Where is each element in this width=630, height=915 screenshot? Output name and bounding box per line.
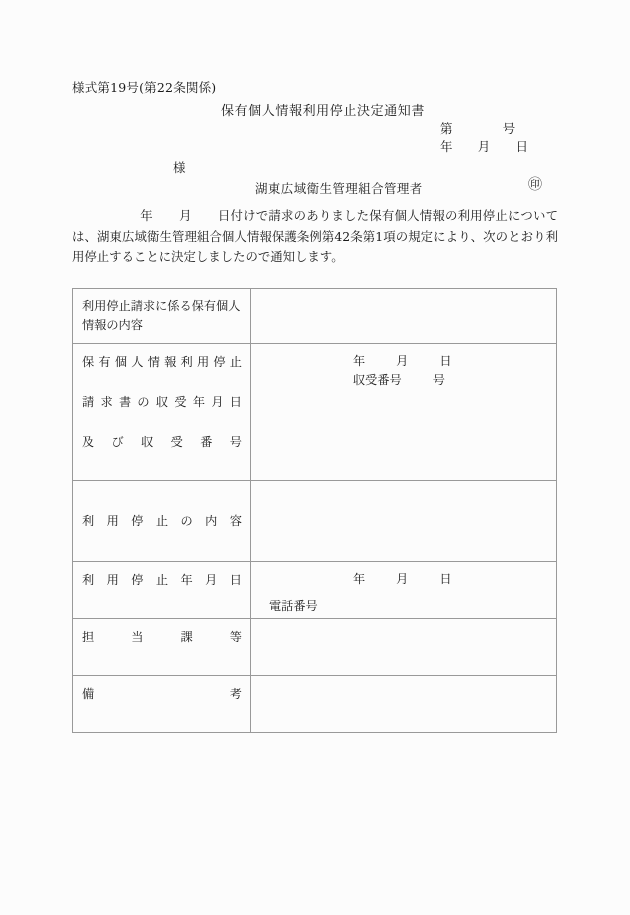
row-value-cell-receipt[interactable] bbox=[251, 344, 557, 481]
body-date-month: 月 bbox=[178, 208, 192, 223]
body-paragraph bbox=[72, 206, 558, 268]
row-label-remarks bbox=[73, 676, 250, 732]
row-label-suspension-content-text: 利用停止の内容 bbox=[82, 514, 242, 528]
row-value-target-info bbox=[251, 289, 556, 305]
row-label-receipt-line3: 及び収受番号 bbox=[82, 435, 242, 449]
page-title bbox=[0, 100, 630, 119]
receipt-number-field: 収受番号 号 bbox=[353, 373, 445, 387]
row-value-cell-department[interactable] bbox=[251, 599, 557, 676]
body-line-2: 湖東広域衛生管理組合個人情報保護条例第42条第1項の規定により、次のとおり利用停止す bbox=[72, 228, 559, 264]
suspension-date-field: 年 月 日 bbox=[353, 572, 452, 586]
row-label-cell-suspension-date bbox=[73, 562, 251, 619]
row-label-receipt-line2: 請求書の収受年月日 bbox=[82, 395, 242, 409]
row-label-target-info: 利用停止請求に係る保有個人情報の内容 bbox=[82, 299, 241, 332]
body-line-1: 日付けで請求のありました保有個人情報の利用停止については、 bbox=[72, 208, 559, 244]
table-row bbox=[73, 676, 557, 733]
receipt-date-field: 年 月 日 bbox=[353, 354, 452, 368]
table-row bbox=[73, 344, 557, 481]
document-date-field: 年 月 日 bbox=[440, 139, 529, 154]
addressee-suffix: 様 bbox=[173, 160, 186, 175]
seal-icon: ㊞ bbox=[528, 177, 542, 193]
row-value-suspension-content bbox=[251, 481, 556, 497]
row-label-cell-remarks bbox=[73, 676, 251, 733]
row-label-suspension-content bbox=[73, 481, 250, 559]
row-label-department-text: 担当課等 bbox=[82, 630, 242, 644]
form-table bbox=[72, 288, 557, 733]
row-value-suspension-date bbox=[251, 562, 556, 597]
row-value-remarks bbox=[251, 676, 556, 692]
row-label-receipt bbox=[73, 344, 250, 480]
form-number: 様式第19号(第22条関係) bbox=[72, 80, 217, 95]
row-label-department bbox=[73, 619, 250, 675]
row-value-receipt bbox=[251, 344, 556, 398]
page-title-text: 保有個人情報利用停止決定通知書 bbox=[220, 104, 425, 119]
table-row bbox=[73, 619, 557, 676]
row-value-cell-target-info[interactable] bbox=[251, 289, 557, 344]
row-value-cell-remarks[interactable] bbox=[251, 676, 557, 733]
body-line-3: ることに決定しましたので通知します。 bbox=[121, 249, 344, 264]
row-label-cell-target-info bbox=[73, 289, 251, 344]
row-label-suspension-date bbox=[73, 562, 250, 618]
row-label-cell-department bbox=[73, 619, 251, 676]
table-row bbox=[73, 289, 557, 344]
row-label-cell-suspension-content bbox=[73, 481, 251, 562]
telephone-label: 電話番号 bbox=[269, 599, 318, 613]
row-label-suspension-date-text: 利用停止年月日 bbox=[82, 573, 242, 587]
row-value-cell-suspension-content[interactable] bbox=[251, 481, 557, 562]
body-date-year: 年 bbox=[140, 208, 153, 223]
table-row bbox=[73, 481, 557, 562]
row-label-remarks-text: 備考 bbox=[82, 687, 242, 701]
row-label-receipt-line1: 保有個人情報利用停止 bbox=[82, 355, 242, 369]
document-meta bbox=[440, 120, 528, 156]
row-label-cell-receipt bbox=[73, 344, 251, 481]
document-number-field: 第 号 bbox=[440, 121, 516, 136]
issuer-name: 湖東広域衛生管理組合管理者 bbox=[255, 181, 423, 196]
